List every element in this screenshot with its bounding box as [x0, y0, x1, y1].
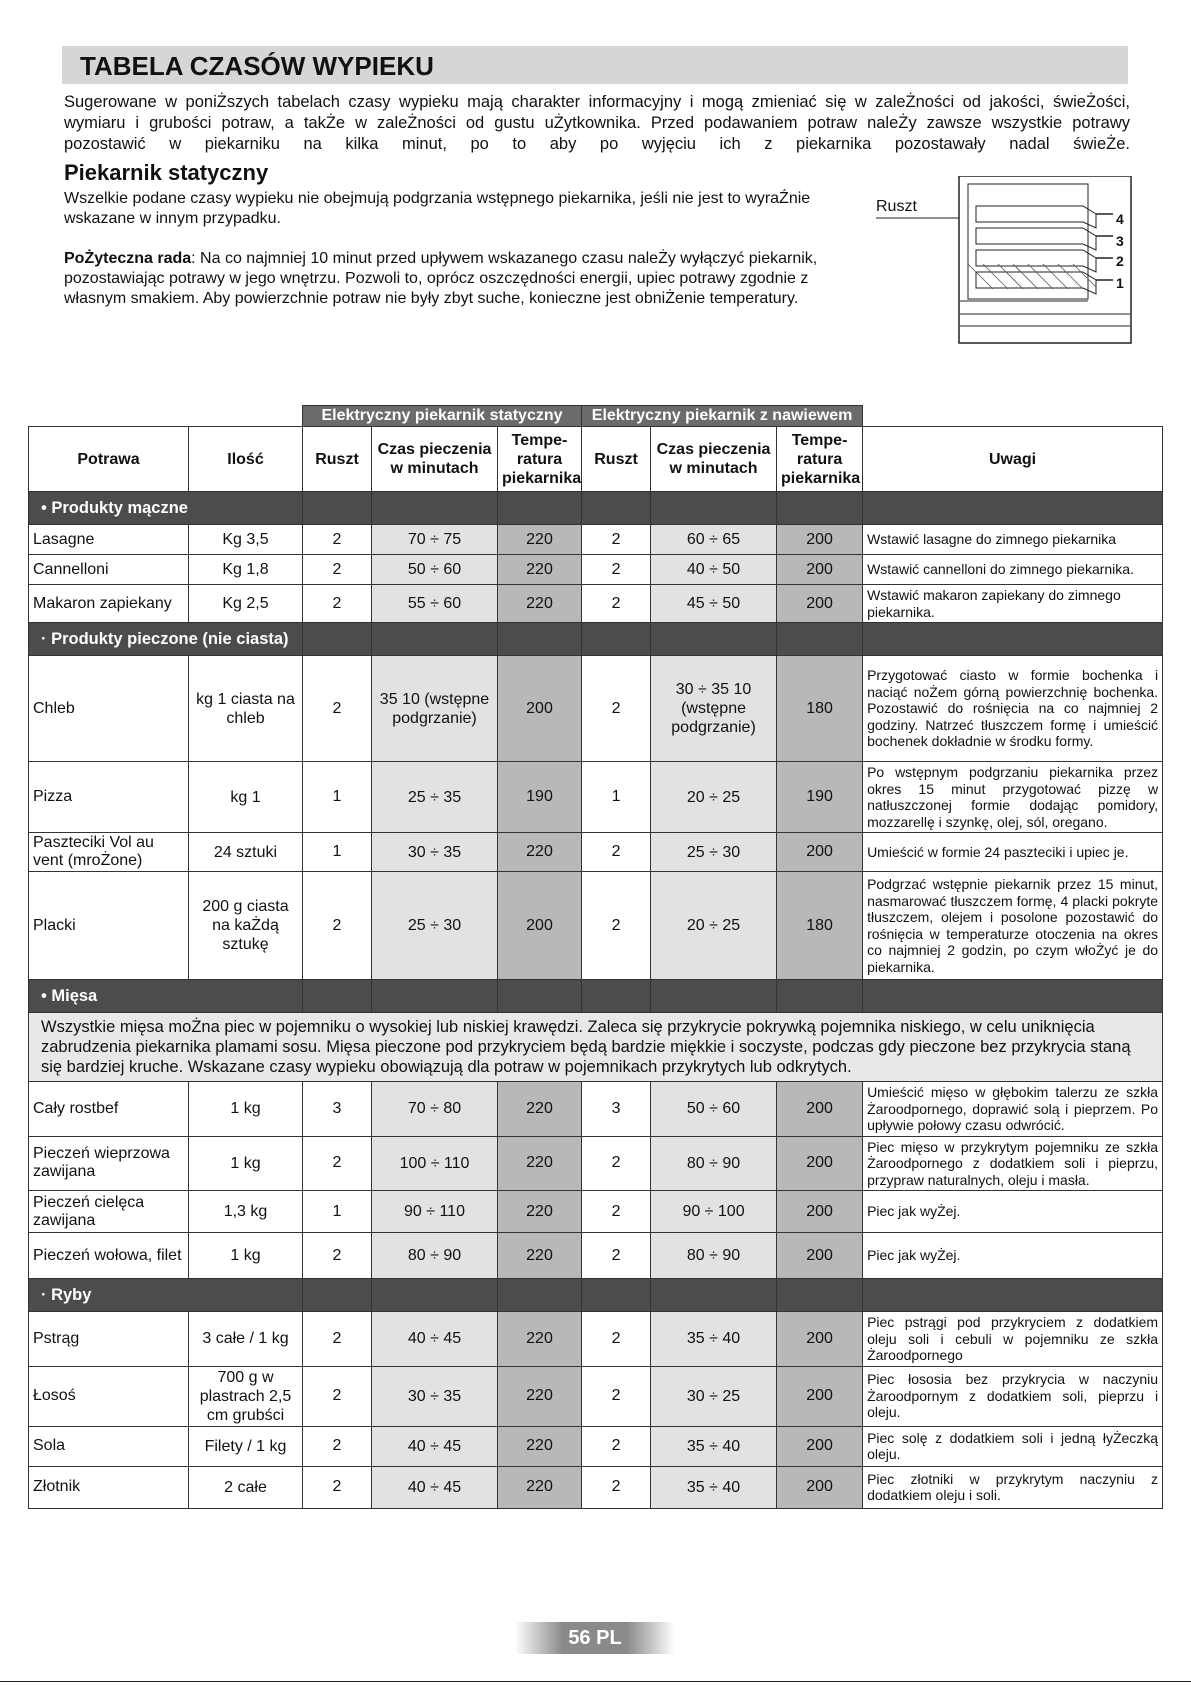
rack-label: Ruszt [876, 198, 917, 215]
cell-t1: 40 ÷ 45 [372, 1312, 498, 1367]
section-header-cell [651, 623, 777, 656]
cell-name: Paszteciki Vol au vent (mroŻone) [29, 833, 189, 872]
section-header-cell [372, 492, 498, 525]
section-header-cell [863, 492, 1163, 525]
cell-t1: 70 ÷ 75 [372, 525, 498, 555]
cell-r1: 2 [303, 555, 372, 585]
section-title: • Produkty mączne [29, 492, 303, 525]
cell-r1: 2 [303, 1136, 372, 1191]
intro-paragraph [64, 92, 1130, 155]
section-header-cell [372, 1279, 498, 1312]
col-uwagi: Uwagi [863, 427, 1163, 492]
table-row [29, 762, 1163, 833]
cell-p1: 220 [498, 1466, 582, 1508]
cell-r2: 2 [582, 585, 651, 623]
cell-qty: Kg 1,8 [189, 555, 303, 585]
cell-r1: 1 [303, 762, 372, 833]
cell-t2: 50 ÷ 60 [651, 1082, 777, 1137]
table-row [29, 833, 1163, 872]
section-header-cell [372, 980, 498, 1013]
cell-p1: 220 [498, 585, 582, 623]
cell-name: Cały rostbef [29, 1082, 189, 1137]
cell-r2: 2 [582, 1312, 651, 1367]
cell-r2: 2 [582, 525, 651, 555]
cell-t2: 35 ÷ 40 [651, 1426, 777, 1466]
cell-r1: 2 [303, 872, 372, 980]
section-note: Wszystkie mięsa moŻna piec w pojemniku o wysokiej lub niskiej krawędzi. Zaleca się przykrycie pokrywką pojemnika niskiego, w celu uniknięcia zabrudzenia piekarnika plamami sosu. Mięsa pieczone pod przykryciem będą bardzie miękkie i soczyste, podczas gdy pieczone bez przykrycia staną się bardziej kruche. Wskazane czasy wypieku obowiązują dla potraw w pojemnikach przykrytych lub odkrytych. [29, 1013, 1163, 1082]
cell-r1: 2 [303, 1233, 372, 1279]
cell-qty: 2 całe [189, 1466, 303, 1508]
cell-r1: 2 [303, 1312, 372, 1367]
section-heading: Piekarnik statyczny [64, 160, 269, 185]
cell-name: Pizza [29, 762, 189, 833]
cell-name: Łosoś [29, 1366, 189, 1426]
col-ruszt: Ruszt [582, 427, 651, 492]
cell-r2: 2 [582, 656, 651, 762]
cell-t2: 20 ÷ 25 [651, 762, 777, 833]
table-row [29, 1466, 1163, 1508]
cell-p1: 220 [498, 1136, 582, 1191]
rack-level-2: 2 [1116, 253, 1124, 269]
rack-level-3: 3 [1116, 233, 1124, 249]
cell-p1: 190 [498, 762, 582, 833]
cell-r2: 2 [582, 833, 651, 872]
cell-t1: 40 ÷ 45 [372, 1426, 498, 1466]
section-title: · Ryby [29, 1279, 303, 1312]
cell-r2: 2 [582, 1136, 651, 1191]
section-header-cell [651, 1279, 777, 1312]
cell-qty: Kg 2,5 [189, 585, 303, 623]
cell-p2: 200 [777, 1466, 863, 1508]
cell-note: Piec złotniki w przykrytym naczyniu z dodatkiem oleju i soli. [863, 1466, 1163, 1508]
cell-t1: 30 ÷ 35 [372, 833, 498, 872]
cell-qty: kg 1 ciasta na chleb [189, 656, 303, 762]
cell-p2: 200 [777, 1136, 863, 1191]
cell-t2: 25 ÷ 30 [651, 833, 777, 872]
tip-label: PoŻyteczna rada [64, 250, 192, 267]
page-title: TABELA CZASÓW WYPIEKU [80, 51, 434, 81]
cell-t2: 40 ÷ 50 [651, 555, 777, 585]
cell-name: Sola [29, 1426, 189, 1466]
cell-r2: 1 [582, 762, 651, 833]
cell-t2: 30 ÷ 25 [651, 1366, 777, 1426]
section-header-cell [777, 492, 863, 525]
cell-note: Piec łososia bez przykrycia w naczyniu Żaroodpornym z dodatkiem soli, pieprzu i oleju. [863, 1366, 1163, 1426]
section-header-cell [582, 1279, 651, 1312]
cell-t1: 30 ÷ 35 [372, 1366, 498, 1426]
cell-t1: 70 ÷ 80 [372, 1082, 498, 1137]
cell-p2: 200 [777, 1426, 863, 1466]
cell-note: Piec jak wyŻej. [863, 1191, 1163, 1233]
cell-t2: 35 ÷ 40 [651, 1466, 777, 1508]
table-row [29, 656, 1163, 762]
cell-name: Pieczeń cielęca zawijana [29, 1191, 189, 1233]
title-bar [62, 46, 1128, 84]
cell-p2: 200 [777, 1082, 863, 1137]
cell-qty: kg 1 [189, 762, 303, 833]
rack-level-1: 1 [1116, 275, 1124, 291]
cell-qty: 200 g ciasta na kaŻdą sztukę [189, 872, 303, 980]
section-header-cell [651, 492, 777, 525]
cell-p1: 220 [498, 1191, 582, 1233]
table-row [29, 585, 1163, 623]
col-ilosc: Ilość [189, 427, 303, 492]
section-header-cell [777, 623, 863, 656]
cell-p1: 220 [498, 525, 582, 555]
cell-qty: Filety / 1 kg [189, 1426, 303, 1466]
section-header-cell [582, 623, 651, 656]
cell-name: Pieczeń wieprzowa zawijana [29, 1136, 189, 1191]
oven-cavity [959, 176, 1131, 343]
col-temp: Tempe- ratura piekarnika [498, 427, 582, 492]
cell-r2: 2 [582, 1233, 651, 1279]
cell-name: Pieczeń wołowa, filet [29, 1233, 189, 1279]
cell-note: Wstawić makaron zapiekany do zimnego piekarnika. [863, 585, 1163, 623]
section-header-row [29, 492, 1163, 525]
table-row [29, 555, 1163, 585]
page-number: 56 PL [515, 1622, 675, 1654]
cell-r2: 2 [582, 555, 651, 585]
cell-r1: 3 [303, 1082, 372, 1137]
table-row [29, 1136, 1163, 1191]
cell-name: Chleb [29, 656, 189, 762]
cell-r2: 2 [582, 1466, 651, 1508]
cell-r1: 2 [303, 656, 372, 762]
cell-name: Złotnik [29, 1466, 189, 1508]
cell-p2: 200 [777, 525, 863, 555]
cell-t1: 80 ÷ 90 [372, 1233, 498, 1279]
intro-line: wymiaru i grubości potraw, a takŻe w zaleŻności od gustu uŻytkownika. Przed podawaniem potraw naleŻy zawsze wszystkie potrawy [64, 114, 1130, 132]
cell-qty: 24 sztuki [189, 833, 303, 872]
cell-p1: 220 [498, 833, 582, 872]
cell-t2: 80 ÷ 90 [651, 1136, 777, 1191]
table-row [29, 525, 1163, 555]
cell-p1: 220 [498, 1426, 582, 1466]
cell-note: Przygotować ciasto w formie bochenka i naciąć noŻem górną powierzchnię bochenka. Pozostawić do rośnięcia na co najmniej 2 godziny. Natrzeć tłuszczem formę i umieścić bochenek dokładnie w środku formy. [863, 656, 1163, 762]
table-row [29, 1082, 1163, 1137]
info-paragraphs [64, 189, 824, 329]
cell-r2: 2 [582, 1366, 651, 1426]
cell-p2: 180 [777, 872, 863, 980]
cell-r1: 2 [303, 525, 372, 555]
cell-t1: 100 ÷ 110 [372, 1136, 498, 1191]
section-header-cell [863, 980, 1163, 1013]
cell-qty: 700 g w plastrach 2,5 cm grubści [189, 1366, 303, 1426]
cell-name: Cannelloni [29, 555, 189, 585]
section-header-cell [777, 980, 863, 1013]
cell-t1: 40 ÷ 45 [372, 1466, 498, 1508]
bottom-rule [0, 1681, 1191, 1682]
cell-p2: 200 [777, 1191, 863, 1233]
cell-t1: 55 ÷ 60 [372, 585, 498, 623]
cell-note: Umieścić mięso w głębokim talerzu ze szkła Żaroodpornego, doprawić solą i pieprzem. Po upływie połowy czasu odwrócić. [863, 1082, 1163, 1137]
cell-qty: 1 kg [189, 1136, 303, 1191]
group-static-oven: Elektryczny piekarnik statyczny [303, 406, 582, 427]
cell-p1: 220 [498, 1233, 582, 1279]
rack-level-4: 4 [1116, 211, 1124, 227]
cell-t1: 50 ÷ 60 [372, 555, 498, 585]
cell-note: Wstawić lasagne do zimnego piekarnika [863, 525, 1163, 555]
cell-t2: 80 ÷ 90 [651, 1233, 777, 1279]
group-header-row [29, 406, 1163, 427]
section-header-row [29, 623, 1163, 656]
cell-p2: 180 [777, 656, 863, 762]
section-note-row [29, 1013, 1163, 1082]
cell-t2: 45 ÷ 50 [651, 585, 777, 623]
table-row [29, 1233, 1163, 1279]
cell-p2: 200 [777, 555, 863, 585]
cell-note: Po wstępnym podgrzaniu piekarnika przez okres 15 minut przygotować pizzę w natłuszczonej formie dodając pomidory, mozzarellę i szynkę, olej, sól, oregano. [863, 762, 1163, 833]
col-czas: Czas pieczenia w minutach [372, 427, 498, 492]
section-header-row [29, 1279, 1163, 1312]
column-header-row [29, 427, 1163, 492]
section-header-cell [863, 623, 1163, 656]
cell-p2: 190 [777, 762, 863, 833]
cell-name: Placki [29, 872, 189, 980]
cell-note: Piec solę z dodatkiem soli i jedną łyŻeczką oleju. [863, 1426, 1163, 1466]
section-header-cell [303, 623, 372, 656]
cell-t1: 25 ÷ 35 [372, 762, 498, 833]
table-row [29, 1426, 1163, 1466]
cell-p2: 200 [777, 585, 863, 623]
tip-paragraph [64, 249, 824, 309]
cell-p2: 200 [777, 833, 863, 872]
cell-qty: 1,3 kg [189, 1191, 303, 1233]
section-header-row [29, 980, 1163, 1013]
cell-p1: 220 [498, 1366, 582, 1426]
cell-p1: 220 [498, 1312, 582, 1367]
section-header-cell [651, 980, 777, 1013]
section-header-cell [498, 1279, 582, 1312]
intro-line: Sugerowane w poniŻszych tabelach czasy wypieku mają charakter informacyjny i mogą zmieniać się w zaleŻności od jakości, świeŻości, [64, 93, 1130, 111]
cell-qty: 1 kg [189, 1233, 303, 1279]
col-potrawa: Potrawa [29, 427, 189, 492]
section-header-cell [303, 980, 372, 1013]
cell-note: Piec jak wyŻej. [863, 1233, 1163, 1279]
col-temp: Tempe- ratura piekarnika [777, 427, 863, 492]
cell-p1: 220 [498, 555, 582, 585]
col-ruszt: Ruszt [303, 427, 372, 492]
table-row [29, 1312, 1163, 1367]
col-czas: Czas pieczenia w minutach [651, 427, 777, 492]
section-header-cell [582, 492, 651, 525]
cell-note: Piec mięso w przykrytym pojemniku ze szkła Żaroodpornego z dodatkiem soli i pieprzu, przypraw naturalnych, oleju i masła. [863, 1136, 1163, 1191]
cell-note: Umieścić w formie 24 paszteciki i upiec je. [863, 833, 1163, 872]
cell-p1: 200 [498, 656, 582, 762]
table-row [29, 1191, 1163, 1233]
preheat-note: Wszelkie podane czasy wypieku nie obejmują podgrzania wstępnego piekarnika, jeśli nie jest to wyraŹnie wskazane w innym przypadku. [64, 190, 811, 227]
cell-p2: 200 [777, 1233, 863, 1279]
cell-t2: 35 ÷ 40 [651, 1312, 777, 1367]
intro-line: pozostawić w piekarniku na kilka minut, po to aby po wyjęciu ich z piekarnika pozostawały nadal świeŻe. [64, 135, 1130, 153]
cell-t2: 30 ÷ 35 10 (wstępne podgrzanie) [651, 656, 777, 762]
cell-note: Wstawić cannelloni do zimnego piekarnika. [863, 555, 1163, 585]
cell-t2: 20 ÷ 25 [651, 872, 777, 980]
section-title: · Produkty pieczone (nie ciasta) [29, 623, 303, 656]
table-row [29, 1366, 1163, 1426]
section-header-cell [777, 1279, 863, 1312]
cell-note: Piec pstrągi pod przykryciem z dodatkiem oleju soli i cebuli w pojemniku ze szkła Żaroodpornego [863, 1312, 1163, 1367]
cell-qty: 1 kg [189, 1082, 303, 1137]
cell-t1: 25 ÷ 30 [372, 872, 498, 980]
cell-p1: 200 [498, 872, 582, 980]
cell-p1: 220 [498, 1082, 582, 1137]
baking-times-table [28, 405, 1163, 1509]
cell-r2: 2 [582, 1191, 651, 1233]
section-header-cell [498, 623, 582, 656]
cell-r2: 2 [582, 872, 651, 980]
section-header-cell [303, 492, 372, 525]
cell-t2: 90 ÷ 100 [651, 1191, 777, 1233]
group-fan-oven: Elektryczny piekarnik z nawiewem [582, 406, 863, 427]
cell-t1: 90 ÷ 110 [372, 1191, 498, 1233]
cell-name: Pstrąg [29, 1312, 189, 1367]
cell-p2: 200 [777, 1312, 863, 1367]
cell-r2: 2 [582, 1426, 651, 1466]
section-header-cell [303, 1279, 372, 1312]
section-header-cell [863, 1279, 1163, 1312]
section-title: • Mięsa [29, 980, 303, 1013]
cell-qty: 3 całe / 1 kg [189, 1312, 303, 1367]
cell-r1: 1 [303, 1191, 372, 1233]
oven-rack-diagram [868, 176, 1132, 346]
cell-p2: 200 [777, 1366, 863, 1426]
section-header-cell [582, 980, 651, 1013]
cell-r2: 3 [582, 1082, 651, 1137]
cell-t1: 35 10 (wstępne podgrzanie) [372, 656, 498, 762]
cell-name: Lasagne [29, 525, 189, 555]
section-header-cell [498, 492, 582, 525]
table-row [29, 872, 1163, 980]
section-header-cell [372, 623, 498, 656]
cell-r1: 2 [303, 585, 372, 623]
cell-r1: 2 [303, 1426, 372, 1466]
cell-r1: 2 [303, 1366, 372, 1426]
cell-qty: Kg 3,5 [189, 525, 303, 555]
cell-name: Makaron zapiekany [29, 585, 189, 623]
section-header-cell [498, 980, 582, 1013]
cell-t2: 60 ÷ 65 [651, 525, 777, 555]
cell-r1: 2 [303, 1466, 372, 1508]
cell-r1: 1 [303, 833, 372, 872]
cell-note: Podgrzać wstępnie piekarnik przez 15 minut, nasmarować tłuszczem formę, 4 placki pokryte tłuszczem, olejem i posolone pozostawić do rośnięcia w temperaturze otoczenia na okres co najmniej 2 godzin, po czym włoŻyć je do piekarnika. [863, 872, 1163, 980]
tip-text: : Na co najmniej 10 minut przed upływem wskazanego czasu naleŻy wyłączyć piekarnik, pozostawiając potrawy w jego wnętrzu. Pozwoli to, oprócz oszczędności energii, upiec potrawy zgodnie z własnym smakiem. Aby powierzchnie potraw nie były zbyt suche, konieczne jest obniŻenie temperatury. [64, 250, 818, 307]
